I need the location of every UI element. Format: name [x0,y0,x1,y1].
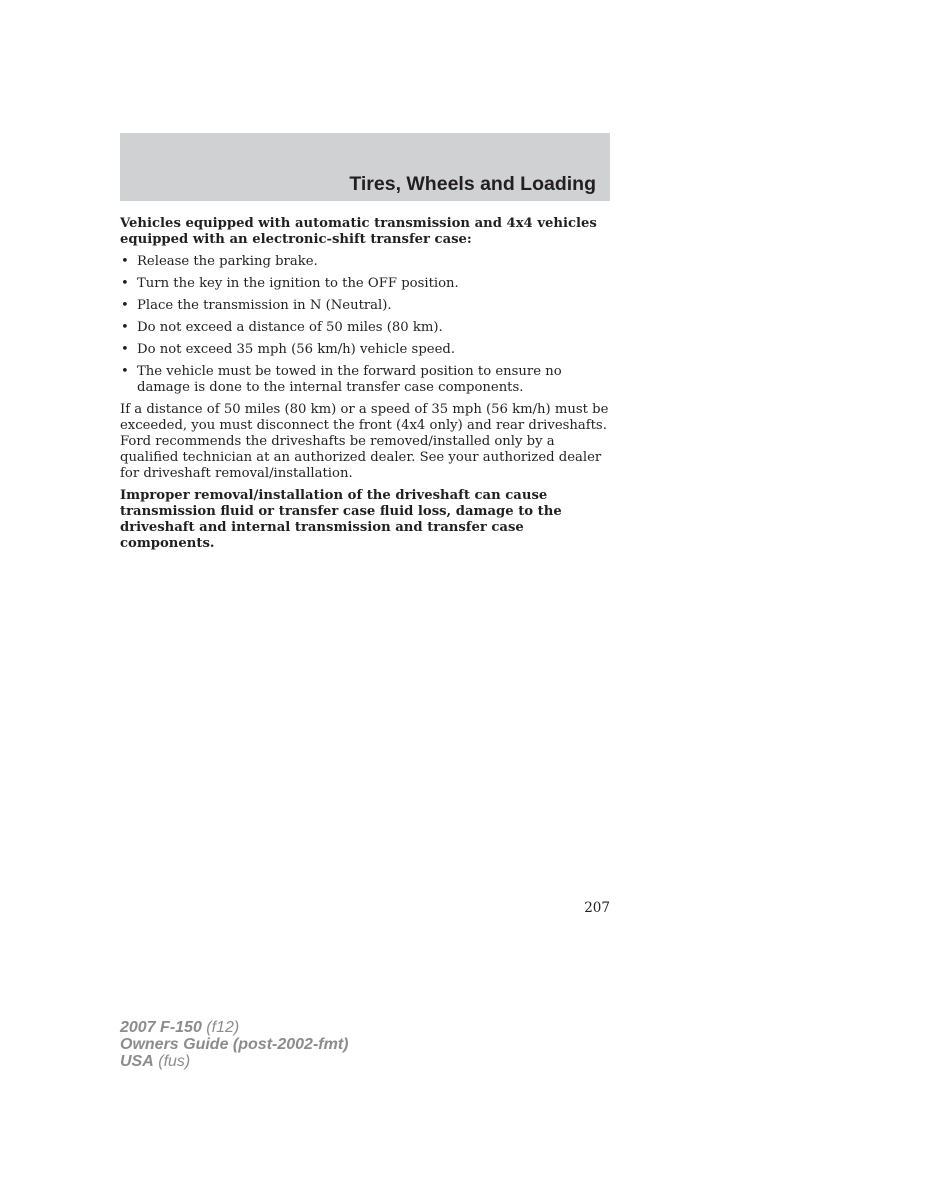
footer-guide: Owners Guide (post-2002-fmt) [120,1036,349,1053]
intro-heading: Vehicles equipped with automatic transmission and 4x4 vehicles equipped with an electronic-shift transfer case: [120,216,597,247]
footer-line-model [120,1019,348,1036]
page-content [120,216,610,558]
list-item [120,364,610,396]
bullet-icon: • [121,276,129,291]
footer-model-code: (f12) [206,1019,240,1036]
bullet-icon: • [121,320,129,335]
list-item [120,298,610,314]
footer-line-guide [120,1036,348,1053]
list-item [120,342,610,358]
section-header-band [120,133,610,201]
footer-model: 2007 F-150 [120,1019,202,1036]
warning-paragraph: Improper removal/installation of the driveshaft can cause transmission fluid or transfer case fluid loss, damage to the driveshaft and internal transmission and transfer case components. [120,488,562,551]
footer-line-market [120,1053,348,1070]
bullet-icon: • [121,364,129,379]
driveshaft-paragraph: If a distance of 50 miles (80 km) or a speed of 35 mph (56 km/h) must be exceeded, you must disconnect the front (4x4 only) and rear driveshafts. Ford recommends the driveshafts be removed/installed only by a qualified technician at an authorized dealer. See your authorized dealer for driveshaft removal/installation. [120,402,609,481]
bullet-icon: • [121,342,129,357]
list-item-text: Release the parking brake. [137,254,318,269]
list-item [120,254,610,270]
footer-market-code: (fus) [158,1053,191,1070]
bullet-icon: • [121,298,129,313]
list-item-text: Do not exceed 35 mph (56 km/h) vehicle speed. [137,342,456,357]
list-item-text: Do not exceed a distance of 50 miles (80 km). [137,320,443,335]
list-item-text: Place the transmission in N (Neutral). [137,298,392,313]
document-footer [120,1019,348,1070]
towing-steps-list [120,254,610,396]
footer-market: USA [120,1053,154,1070]
list-item-text: Turn the key in the ignition to the OFF position. [137,276,459,291]
section-title: Tires, Wheels and Loading [349,173,596,195]
list-item [120,320,610,336]
list-item-text: The vehicle must be towed in the forward position to ensure no damage is done to the internal transfer case components. [137,364,562,395]
page-number: 207 [584,900,610,916]
list-item [120,276,610,292]
bullet-icon: • [121,254,129,269]
